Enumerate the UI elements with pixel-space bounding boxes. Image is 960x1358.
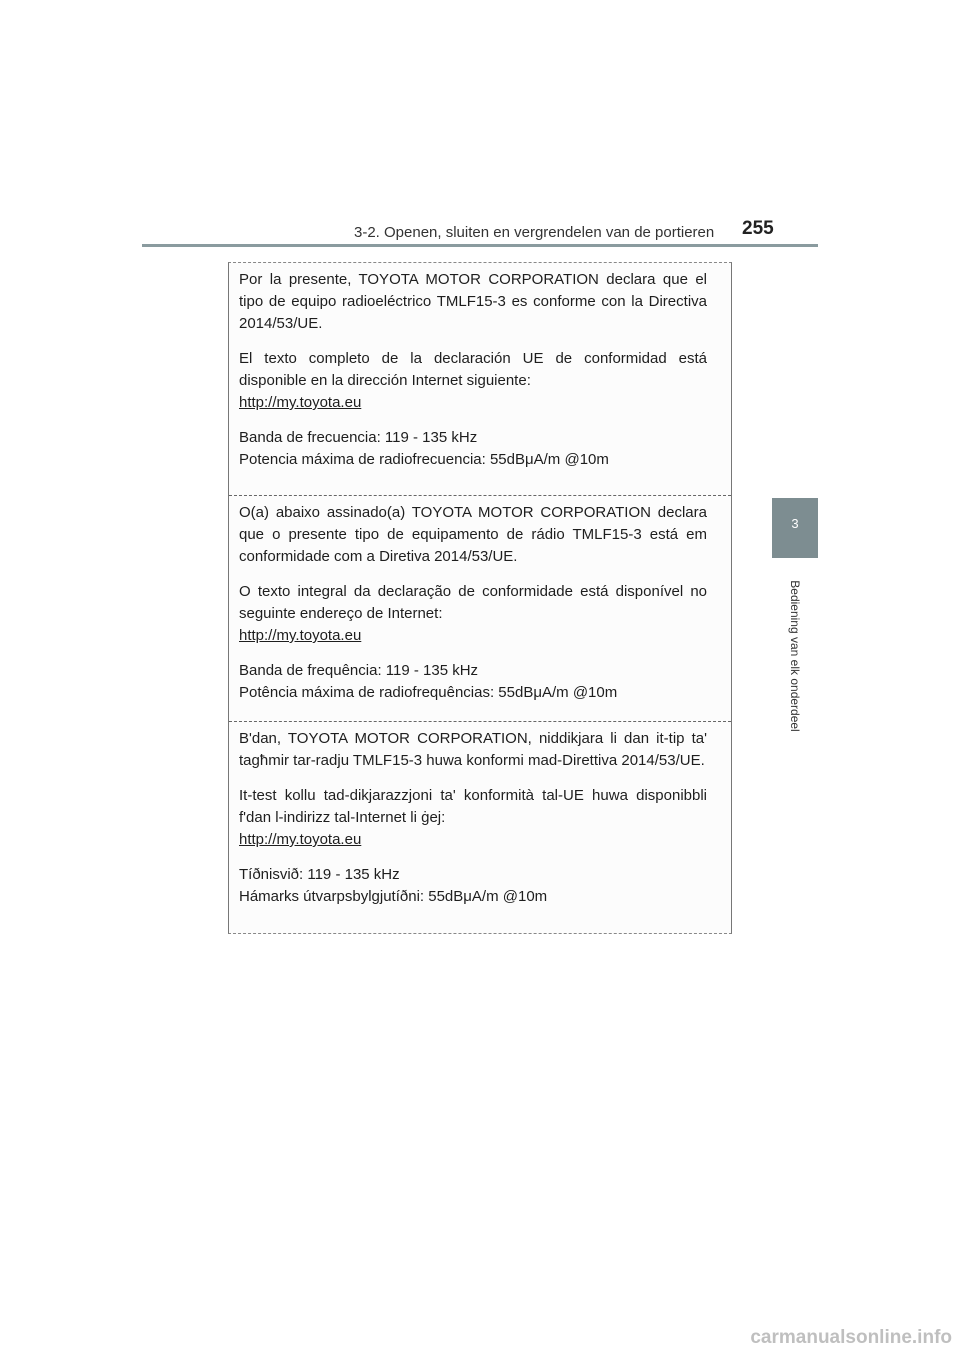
chapter-title: Bediening van elk onderdeel (788, 580, 802, 732)
declaration-full-text: O texto integral da declaração de conformidade está disponível no seguinte endereço de Internet: (239, 583, 707, 622)
declaration-url: http://my.toyota.eu (239, 394, 362, 411)
declaration-statement: Por la presente, TOYOTA MOTOR CORPORATION declara que el tipo de equipo radioeléctrico TMLF15-3 es conforme con la Directiva 2014/53/UE. (239, 271, 707, 332)
max-power: Hámarks útvarpsbylgjutíðni: 55dBμA/m @10m (239, 888, 548, 905)
declaration-full-text: It-test kollu tad-dikjarazzjoni ta' konformità tal-UE huwa disponibbli f'dan l-indirizz tal-Internet li ġej: (239, 787, 707, 826)
declaration-spanish (229, 269, 731, 495)
frequency-band: Banda de frecuencia: 119 - 135 kHz (239, 429, 478, 446)
chapter-number: 3 (791, 516, 799, 531)
max-power: Potencia máxima de radiofrecuencia: 55dBμA/m @10m (239, 451, 609, 468)
page-number: 255 (742, 218, 774, 239)
chapter-tab (772, 498, 818, 558)
frequency-band: Banda de frequência: 119 - 135 kHz (239, 662, 479, 679)
section-title: 3-2. Openen, sluiten en vergrendelen van de portieren (354, 224, 715, 241)
declaration-maltese (229, 721, 731, 935)
watermark: carmanualsonline.info (750, 1327, 952, 1348)
declaration-statement: O(a) abaixo assinado(a) TOYOTA MOTOR CORPORATION declara que o presente tipo de equipamento de rádio TMLF15-3 está em conformidade com a Diretiva 2014/53/UE. (239, 504, 707, 565)
declaration-url: http://my.toyota.eu (239, 627, 362, 644)
declaration-url: http://my.toyota.eu (239, 831, 362, 848)
declaration-portuguese (229, 495, 731, 721)
max-power: Potência máxima de radiofrequências: 55dBμA/m @10m (239, 684, 618, 701)
declaration-statement: B'dan, TOYOTA MOTOR CORPORATION, niddikjara li dan it-tip ta' tagħmir tar-radju TMLF15-3 huwa konformi mad-Direttiva 2014/53/UE. (239, 730, 707, 769)
declaration-full-text: El texto completo de la declaración UE de conformidad está disponible en la dirección Internet siguiente: (239, 350, 707, 389)
frequency-band: Tíðnisvið: 119 - 135 kHz (239, 866, 400, 883)
declaration-box (228, 262, 732, 934)
header-divider (142, 244, 818, 247)
